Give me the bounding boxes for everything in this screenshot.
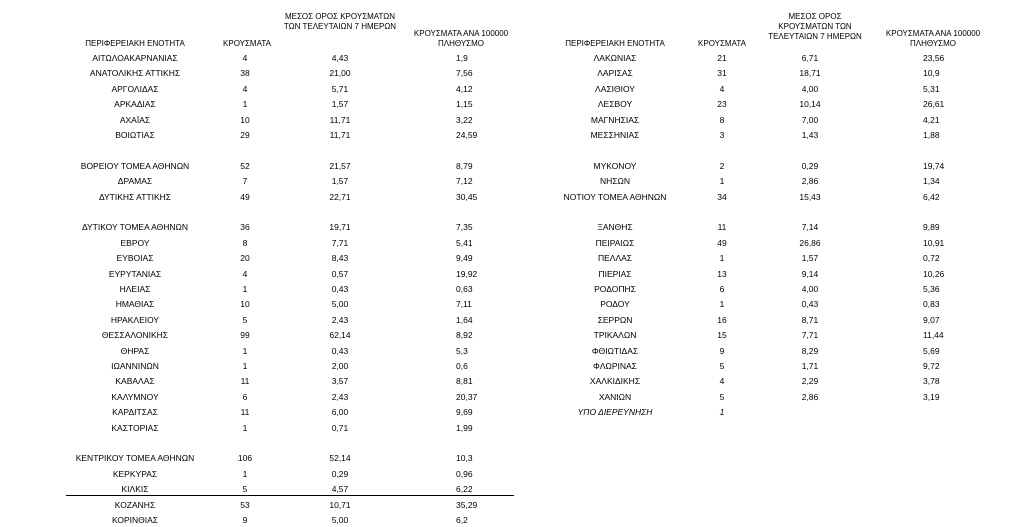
cell-per100k: 0,63 — [456, 284, 473, 294]
table-row — [60, 97, 530, 111]
cell-avg7: 2,43 — [331, 391, 349, 402]
cell-cases: 49 — [240, 191, 250, 202]
cell-avg7: 26,86 — [799, 237, 821, 248]
cell-per100k: 10,26 — [923, 268, 945, 279]
cell-region: ΕΒΡΟΥ — [120, 237, 150, 248]
cell-region: ΗΜΑΘΙΑΣ — [115, 299, 155, 310]
cell-avg7: 4,00 — [801, 83, 819, 94]
cell-region: ΚΕΝΤΡΙΚΟΥ ΤΟΜΕΑ ΑΘΗΝΩΝ — [75, 453, 195, 464]
cell-cases: 53 — [240, 499, 250, 510]
cell-cases: 1 — [719, 253, 725, 264]
cell-avg7: 6,71 — [801, 53, 819, 63]
cell-cases: 49 — [717, 237, 727, 248]
cell-region: ΦΘΙΩΤΙΔΑΣ — [591, 345, 639, 356]
cell-per100k: 1,64 — [456, 314, 473, 325]
table-row — [60, 66, 530, 80]
cell-cases: 5 — [242, 314, 248, 325]
cell-region: ΑΙΤΩΛΟΑΚΑΡΝΑΝΙΑΣ — [92, 53, 178, 63]
table-row — [540, 297, 1000, 311]
table-row — [540, 359, 1000, 373]
cell-per100k: 1,99 — [456, 422, 473, 433]
cell-cases: 4 — [242, 83, 248, 94]
cell-region: ΠΕΛΛΑΣ — [597, 253, 633, 264]
cell-region: ΒΟΡΕΙΟΥ ΤΟΜΕΑ ΑΘΗΝΩΝ — [80, 160, 190, 171]
cell-avg7: 0,43 — [801, 299, 819, 310]
cell-per100k: 0,72 — [923, 253, 940, 264]
cell-region: ΡΟΔΟΠΗΣ — [594, 284, 636, 294]
table-row — [540, 236, 1000, 250]
cell-region: ΛΑΣΙΘΙΟΥ — [595, 83, 635, 94]
cell-cases: 8 — [719, 114, 725, 125]
cell-per100k: 20,37 — [456, 391, 478, 402]
cell-cases: 13 — [717, 268, 727, 279]
table-row — [60, 328, 530, 342]
cell-cases: 5 — [242, 484, 248, 495]
table-row — [60, 267, 530, 281]
table-row — [60, 190, 530, 204]
table-row — [60, 51, 530, 65]
cell-avg7: 0,29 — [331, 468, 349, 479]
cell-region: ΕΥΡΥΤΑΝΙΑΣ — [108, 268, 162, 279]
cell-per100k: 3,78 — [923, 376, 940, 387]
cell-avg7: 11,71 — [329, 130, 351, 140]
cell-region: ΤΡΙΚΑΛΩΝ — [593, 330, 637, 341]
cell-cases: 4 — [719, 83, 725, 94]
cell-cases: 38 — [240, 68, 250, 79]
cell-per100k: 26,61 — [923, 99, 945, 110]
cell-region: ΚΑΛΥΜΝΟΥ — [111, 391, 159, 402]
cell-region: ΝΗΣΩΝ — [599, 176, 631, 187]
cell-region: ΚΑΣΤΟΡΙΑΣ — [111, 422, 159, 433]
table-row — [540, 51, 1000, 65]
cell-region: ΕΥΒΟΙΑΣ — [116, 253, 154, 264]
table-row — [540, 159, 1000, 173]
header-avg7: ΜΕΣΟΣ ΟΡΟΣ ΚΡΟΥΣΜΑΤΩΝ ΤΩΝ ΤΕΛΕΥΤΑΙΩΝ 7 ΗΜΕΡΩΝ — [283, 12, 397, 31]
table-row — [60, 513, 530, 527]
cell-avg7: 7,71 — [331, 237, 349, 248]
table-row — [60, 82, 530, 96]
cell-cases: 11 — [240, 376, 250, 387]
table-row — [60, 159, 530, 173]
table-row — [540, 374, 1000, 388]
table-row — [60, 313, 530, 327]
cell-avg7: 6,00 — [331, 407, 349, 418]
cell-cases: 10 — [240, 299, 250, 310]
cell-region: ΗΛΕΙΑΣ — [119, 284, 151, 294]
cell-per100k: 10,9 — [923, 68, 940, 79]
cell-per100k: 8,92 — [456, 330, 473, 341]
cell-region: ΚΙΛΚΙΣ — [121, 484, 149, 495]
cell-cases: 29 — [240, 130, 250, 140]
table-row — [60, 451, 530, 465]
cell-cases: 106 — [237, 453, 253, 464]
cell-region: ΧΑΛΚΙΔΙΚΗΣ — [589, 376, 641, 387]
table-row — [60, 498, 530, 512]
cell-avg7: 8,43 — [331, 253, 349, 264]
cell-per100k: 4,12 — [456, 83, 473, 94]
cell-per100k: 6,2 — [456, 515, 468, 525]
cell-cases: 1 — [242, 468, 248, 479]
cell-region: ΜΑΓΝΗΣΙΑΣ — [590, 114, 640, 125]
table-row — [60, 374, 530, 388]
cell-avg7: 0,43 — [331, 345, 349, 356]
table-row — [60, 297, 530, 311]
table-row — [60, 421, 530, 435]
cell-per100k: 35,29 — [456, 499, 478, 510]
cell-avg7: 10,14 — [799, 99, 821, 110]
header-cases: ΚΡΟΥΣΜΑΤΑ — [698, 39, 746, 48]
header-cases: ΚΡΟΥΣΜΑΤΑ — [223, 39, 271, 48]
header-per100k: ΚΡΟΥΣΜΑΤΑ ΑΝΑ 100000 ΠΛΗΘΥΣΜΟ — [413, 29, 509, 48]
cell-per100k: 1,15 — [456, 99, 473, 110]
cell-per100k: 1,88 — [923, 130, 940, 140]
cell-region: ΣΕΡΡΩΝ — [597, 314, 633, 325]
table-row — [60, 128, 530, 142]
table-row — [540, 66, 1000, 80]
cell-region: ΠΕΙΡΑΙΩΣ — [595, 237, 635, 248]
cell-cases: 11 — [240, 407, 250, 418]
cell-cases: 11 — [717, 222, 727, 233]
cell-cases: 4 — [242, 268, 248, 279]
cell-per100k: 5,41 — [456, 237, 473, 248]
cell-cases: 1 — [242, 345, 248, 356]
cell-cases: 99 — [240, 330, 250, 341]
header-avg7: ΜΕΣΟΣ ΟΡΟΣ ΚΡΟΥΣΜΑΤΩΝ ΤΩΝ ΤΕΛΕΥΤΑΙΩΝ 7 ΗΜΕΡΩΝ — [768, 12, 862, 41]
cell-per100k: 19,92 — [456, 268, 478, 279]
cell-region: ΠΙΕΡΙΑΣ — [598, 268, 632, 279]
table-row — [540, 97, 1000, 111]
cell-per100k: 9,72 — [923, 361, 940, 371]
cell-region: ΚΟΡΙΝΘΙΑΣ — [111, 515, 159, 525]
cell-region: ΘΕΣΣΑΛΟΝΙΚΗΣ — [101, 330, 169, 341]
cell-cases: 31 — [717, 68, 727, 79]
cell-region: ΑΧΑΪΑΣ — [119, 114, 151, 125]
cell-avg7: 2,86 — [801, 176, 819, 187]
cell-avg7: 21,57 — [329, 160, 351, 171]
cell-per100k: 11,44 — [923, 330, 944, 341]
cell-avg7: 1,57 — [331, 176, 349, 187]
cell-region: ΚΑΒΑΛΑΣ — [115, 376, 155, 387]
cell-per100k: 0,96 — [456, 468, 473, 479]
table-row — [540, 282, 1000, 296]
table-row — [60, 113, 530, 127]
cell-avg7: 18,71 — [799, 68, 821, 79]
cell-region: ΔΡΑΜΑΣ — [117, 176, 153, 187]
table-row — [60, 236, 530, 250]
cell-region: ΒΟΙΩΤΙΑΣ — [115, 130, 155, 140]
cell-per100k: 6,42 — [923, 191, 940, 202]
cell-cases: 10 — [240, 114, 250, 125]
cell-cases: 1 — [242, 422, 248, 433]
cell-avg7: 7,14 — [801, 222, 819, 233]
cell-per100k: 1,34 — [923, 176, 940, 187]
header-per100k: ΚΡΟΥΣΜΑΤΑ ΑΝΑ 100000 ΠΛΗΘΥΣΜΟ — [885, 29, 981, 48]
cell-avg7: 62,14 — [329, 330, 351, 341]
cell-cases: 36 — [240, 222, 250, 233]
cell-per100k: 3,22 — [456, 114, 473, 125]
cell-per100k: 5,36 — [923, 284, 940, 294]
cell-avg7: 21,00 — [329, 68, 351, 79]
cell-per100k: 1,9 — [456, 53, 468, 63]
table-row — [540, 251, 1000, 265]
cell-avg7: 15,43 — [799, 191, 821, 202]
table-row — [540, 267, 1000, 281]
cell-cases: 52 — [240, 160, 250, 171]
cell-per100k: 4,21 — [923, 114, 940, 125]
cell-cases: 9 — [242, 515, 248, 525]
cell-region: ΝΟΤΙΟΥ ΤΟΜΕΑ ΑΘΗΝΩΝ — [563, 191, 667, 202]
cell-cases: 6 — [242, 391, 248, 402]
cell-avg7: 2,29 — [801, 376, 819, 387]
cell-avg7: 8,29 — [801, 345, 819, 356]
cell-avg7: 4,57 — [331, 484, 349, 495]
cell-region: ΥΠΟ ΔΙΕΡΕΥΝΗΣΗ — [577, 407, 653, 418]
cell-region: ΘΗΡΑΣ — [120, 345, 150, 356]
table-row — [540, 405, 1000, 419]
cell-avg7: 4,43 — [331, 53, 349, 63]
cell-per100k: 9,69 — [456, 407, 473, 418]
cell-region: ΔΥΤΙΚΗΣ ΑΤΤΙΚΗΣ — [98, 191, 172, 202]
cell-cases: 5 — [719, 391, 725, 402]
cell-cases: 4 — [242, 53, 248, 63]
cell-cases: 6 — [719, 284, 725, 294]
cell-per100k: 30,45 — [456, 191, 478, 202]
cell-per100k: 9,07 — [923, 314, 940, 325]
bottom-rule — [66, 495, 514, 496]
cell-cases: 7 — [242, 176, 248, 187]
cell-avg7: 1,71 — [801, 361, 819, 371]
cell-avg7: 8,71 — [801, 314, 819, 325]
cell-region: ΑΡΚΑΔΙΑΣ — [114, 99, 156, 110]
cell-avg7: 0,29 — [801, 160, 819, 171]
table-row — [60, 282, 530, 296]
cell-region: ΦΛΩΡΙΝΑΣ — [593, 361, 637, 371]
table-row — [540, 313, 1000, 327]
cell-avg7: 9,14 — [801, 268, 819, 279]
cell-per100k: 8,81 — [456, 376, 473, 387]
table-row — [60, 405, 530, 419]
cell-per100k: 5,3 — [456, 345, 468, 356]
cell-region: ΚΑΡΔΙΤΣΑΣ — [112, 407, 158, 418]
cell-cases: 15 — [717, 330, 727, 341]
cell-region: ΚΟΖΑΝΗΣ — [114, 499, 156, 510]
cell-avg7: 0,57 — [331, 268, 349, 279]
table-row — [60, 220, 530, 234]
cell-per100k: 7,11 — [456, 299, 472, 310]
cell-region: ΛΑΡΙΣΑΣ — [597, 68, 633, 79]
cell-region: ΞΑΝΘΗΣ — [597, 222, 633, 233]
cell-region: ΧΑΝΙΩΝ — [598, 391, 632, 402]
table-row — [540, 82, 1000, 96]
table-row — [540, 190, 1000, 204]
cell-avg7: 10,71 — [329, 499, 351, 510]
cell-per100k: 0,6 — [456, 361, 468, 371]
header-region: ΠΕΡΙΦΕΡΕΙΑΚΗ ΕΝΟΤΗΤΑ — [565, 39, 665, 48]
cell-region: ΗΡΑΚΛΕΙΟΥ — [110, 314, 160, 325]
cell-per100k: 7,56 — [456, 68, 473, 79]
cell-avg7: 0,43 — [331, 284, 349, 294]
cell-per100k: 9,49 — [456, 253, 473, 264]
cell-cases: 8 — [242, 237, 248, 248]
cell-avg7: 3,57 — [331, 376, 349, 387]
cell-avg7: 52,14 — [329, 453, 351, 464]
cell-avg7: 1,57 — [801, 253, 819, 264]
table-row — [540, 220, 1000, 234]
cell-avg7: 2,43 — [331, 314, 349, 325]
table-row — [60, 344, 530, 358]
cell-per100k: 0,83 — [923, 299, 940, 310]
cell-avg7: 19,71 — [329, 222, 351, 233]
cell-cases: 23 — [717, 99, 727, 110]
cell-per100k: 8,79 — [456, 160, 473, 171]
cell-cases: 1 — [242, 99, 248, 110]
table-row — [60, 467, 530, 481]
cell-region: ΑΝΑΤΟΛΙΚΗΣ ΑΤΤΙΚΗΣ — [89, 68, 181, 79]
cell-region: ΜΥΚΟΝΟΥ — [593, 160, 637, 171]
cell-cases: 5 — [719, 361, 725, 371]
table-row — [540, 328, 1000, 342]
cell-region: ΙΩΑΝΝΙΝΩΝ — [111, 361, 159, 371]
cell-per100k: 23,56 — [923, 53, 945, 63]
cell-avg7: 5,71 — [331, 83, 349, 94]
cell-per100k: 7,12 — [456, 176, 473, 187]
cell-avg7: 2,00 — [331, 361, 349, 371]
cell-region: ΔΥΤΙΚΟΥ ΤΟΜΕΑ ΑΘΗΝΩΝ — [81, 222, 189, 233]
table-row — [60, 390, 530, 404]
cell-cases: 20 — [240, 253, 250, 264]
cell-avg7: 7,00 — [801, 114, 819, 125]
cell-cases: 2 — [719, 160, 725, 171]
cell-cases: 1 — [242, 284, 248, 294]
cell-region: ΡΟΔΟΥ — [600, 299, 630, 310]
cell-per100k: 24,59 — [456, 130, 478, 140]
table-row — [60, 251, 530, 265]
cell-avg7: 4,00 — [801, 284, 819, 294]
cell-avg7: 7,71 — [801, 330, 819, 341]
cell-per100k: 10,3 — [456, 453, 473, 464]
cell-avg7: 22,71 — [329, 191, 351, 202]
cell-avg7: 11,71 — [329, 114, 351, 125]
table-row — [60, 174, 530, 188]
cell-cases: 1 — [719, 176, 725, 187]
cell-cases: 4 — [719, 376, 725, 387]
header-region: ΠΕΡΙΦΕΡΕΙΑΚΗ ΕΝΟΤΗΤΑ — [85, 39, 185, 48]
table-row — [540, 344, 1000, 358]
cell-cases: 9 — [719, 345, 725, 356]
cell-region: ΚΕΡΚΥΡΑΣ — [112, 468, 158, 479]
cell-per100k: 9,89 — [923, 222, 940, 233]
cell-avg7: 5,00 — [331, 515, 349, 525]
table-row — [60, 359, 530, 373]
cell-cases: 1 — [242, 361, 248, 371]
table-row — [540, 128, 1000, 142]
cell-avg7: 2,86 — [801, 391, 819, 402]
cell-region: ΜΕΣΣΗΝΙΑΣ — [590, 130, 640, 140]
cell-region: ΛΕΣΒΟΥ — [597, 99, 633, 110]
cell-cases: 3 — [719, 130, 725, 140]
cell-per100k: 7,35 — [456, 222, 473, 233]
cell-cases: 21 — [717, 53, 727, 63]
table-row — [540, 113, 1000, 127]
cell-per100k: 5,69 — [923, 345, 940, 356]
table-row — [540, 174, 1000, 188]
cell-avg7: 0,71 — [331, 422, 349, 433]
cell-per100k: 6,22 — [456, 484, 473, 495]
cell-cases: 16 — [717, 314, 727, 325]
table-row — [540, 390, 1000, 404]
cell-region: ΛΑΚΩΝΙΑΣ — [593, 53, 637, 63]
cell-region: ΑΡΓΟΛΙΔΑΣ — [111, 83, 159, 94]
cell-avg7: 1,57 — [331, 99, 349, 110]
cell-per100k: 19,74 — [923, 160, 945, 171]
cell-per100k: 10,91 — [923, 237, 945, 248]
cell-per100k: 3,19 — [923, 391, 940, 402]
cell-cases: 1 — [719, 299, 725, 310]
cell-avg7: 5,00 — [331, 299, 349, 310]
cell-cases: 1 — [719, 407, 725, 418]
cell-cases: 34 — [717, 191, 727, 202]
cell-avg7: 1,43 — [801, 130, 819, 140]
cell-per100k: 5,31 — [923, 83, 940, 94]
